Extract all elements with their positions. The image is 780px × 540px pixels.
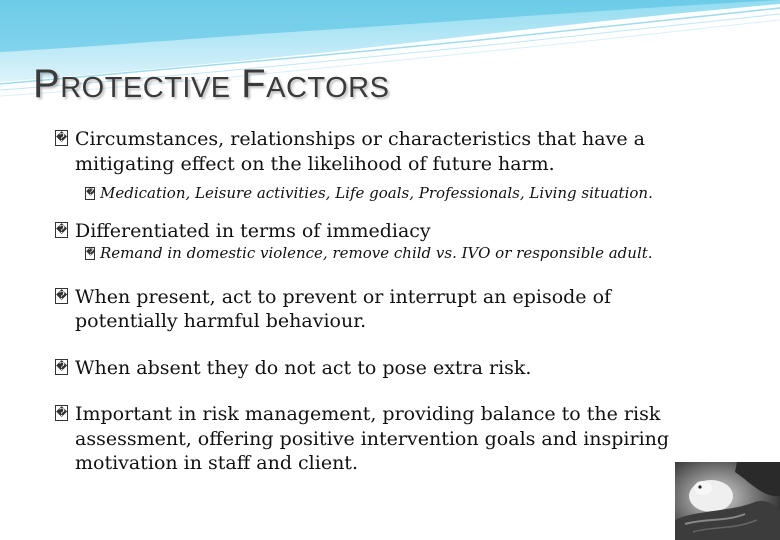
bullet-item: � Important in risk management, providing balance to the risk assessment, offering positive intervention goals and inspiring motivation in staff and client. (56, 403, 670, 474)
bullet-box-icon: � (86, 188, 96, 198)
bullet-box-icon: � (56, 359, 68, 373)
slide-title: PROTECTIVE FACTORS (33, 62, 390, 106)
bullet-item: � Differentiated in terms of immediacy (56, 220, 431, 242)
sub-bullet-item: � Medication, Leisure activities, Life goals, Professionals, Living situation. (86, 184, 653, 202)
bullet-item: � When present, act to prevent or interrupt an episode of potentially harmful behaviour. (56, 285, 612, 332)
sub-bullet-item: � Remand in domestic violence, remove child vs. IVO or responsible adult. (86, 243, 653, 262)
hands-holding-animal-photo (675, 462, 780, 540)
bullet-box-icon: � (56, 406, 68, 419)
bullet-box-icon: � (56, 223, 68, 236)
bullet-item: � Circumstances, relationships or characteristics that have a mitigating effect on the likelihood of future harm. (56, 128, 645, 175)
bullet-box-icon: � (86, 247, 96, 258)
bullet-item: � When absent they do not act to pose extra risk. (56, 356, 532, 379)
bullet-box-icon: � (56, 288, 68, 302)
bullet-box-icon: � (56, 131, 68, 144)
bullet-list (55, 127, 675, 476)
